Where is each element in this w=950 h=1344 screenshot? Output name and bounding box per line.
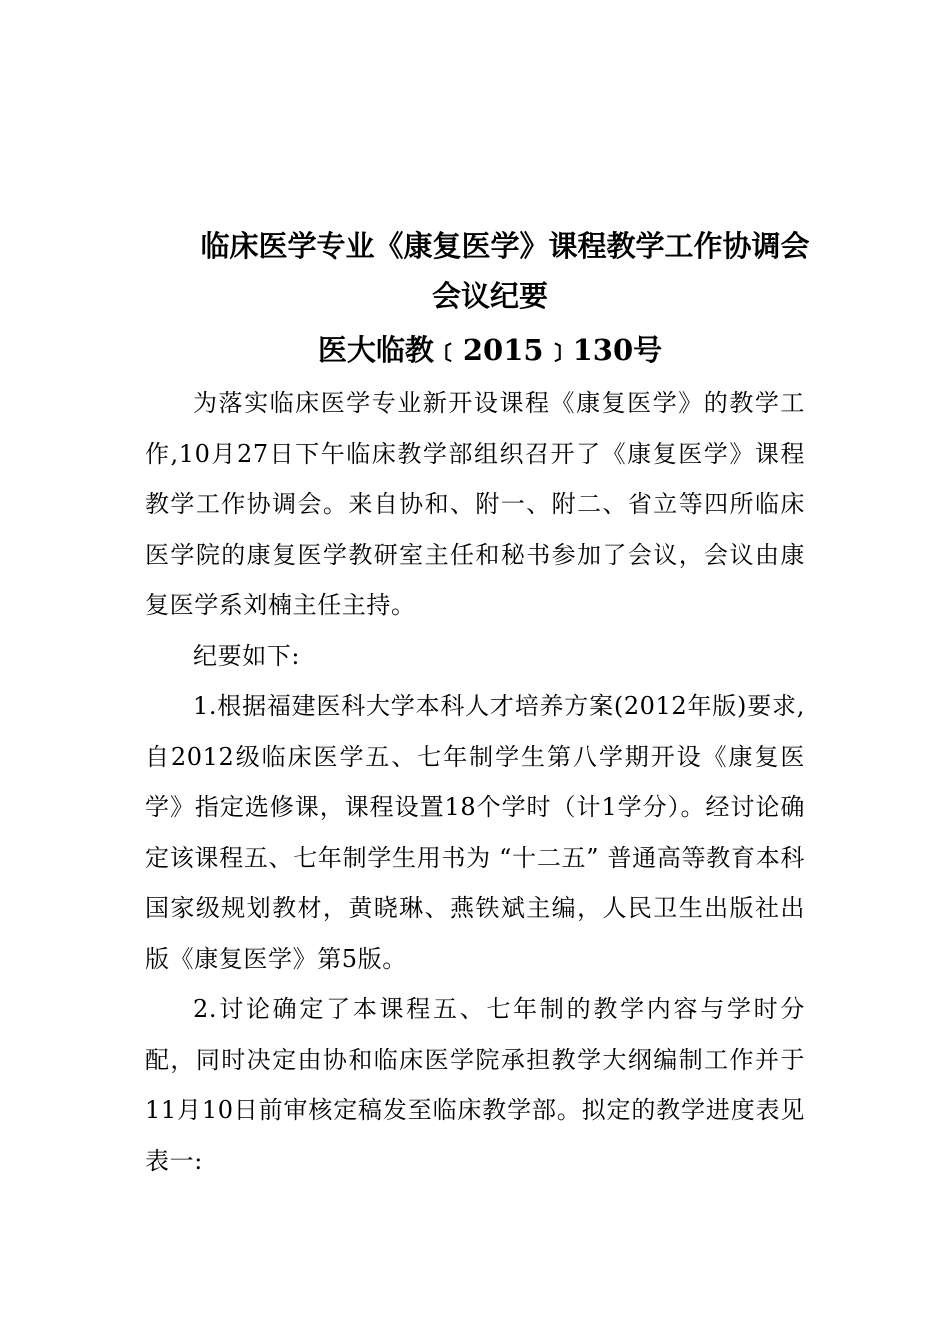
paragraph-item-2: 2.讨论确定了本课程五、七年制的教学内容与学时分配，同时决定由协和临床医学院承担教学大纲编制工作并于11月10日前审核定稿发至临床教学部。拟定的教学进度表见表一: (145, 995, 805, 1175)
document-title: 临床医学专业《康复医学》课程教学工作协调会 (200, 229, 810, 263)
paragraph-item-1: 1.根据福建医科大学本科人才培养方案(2012年版)要求,自2012级临床医学五、七年制学生第八学期开设《康复医学》指定选修课，课程设置18个学时（计1学分）。经讨论确定该课程五、七年制学生用书为 “十二五” 普通高等教育本科国家级规划教材，黄晓琳、燕铁斌主编，人民卫生出版社出版《康复医学》第5版。 (145, 692, 805, 973)
document-subtitle: 会议纪要 (431, 279, 548, 313)
document-number: 医大临教﹝2015﹞130号 (317, 333, 663, 367)
paragraph-intro: 为落实临床医学专业新开设课程《康复医学》的教学工作,10月27日下午临床教学部组织召开了《康复医学》课程教学工作协调会。来自协和、附一、附二、省立等四所临床医学院的康复医学教研室主任和秘书参加了会议，会议由康复医学系刘楠主任主持。 (145, 389, 805, 619)
paragraph-summary-heading: 纪要如下: (193, 641, 301, 670)
document-body (145, 378, 805, 1186)
